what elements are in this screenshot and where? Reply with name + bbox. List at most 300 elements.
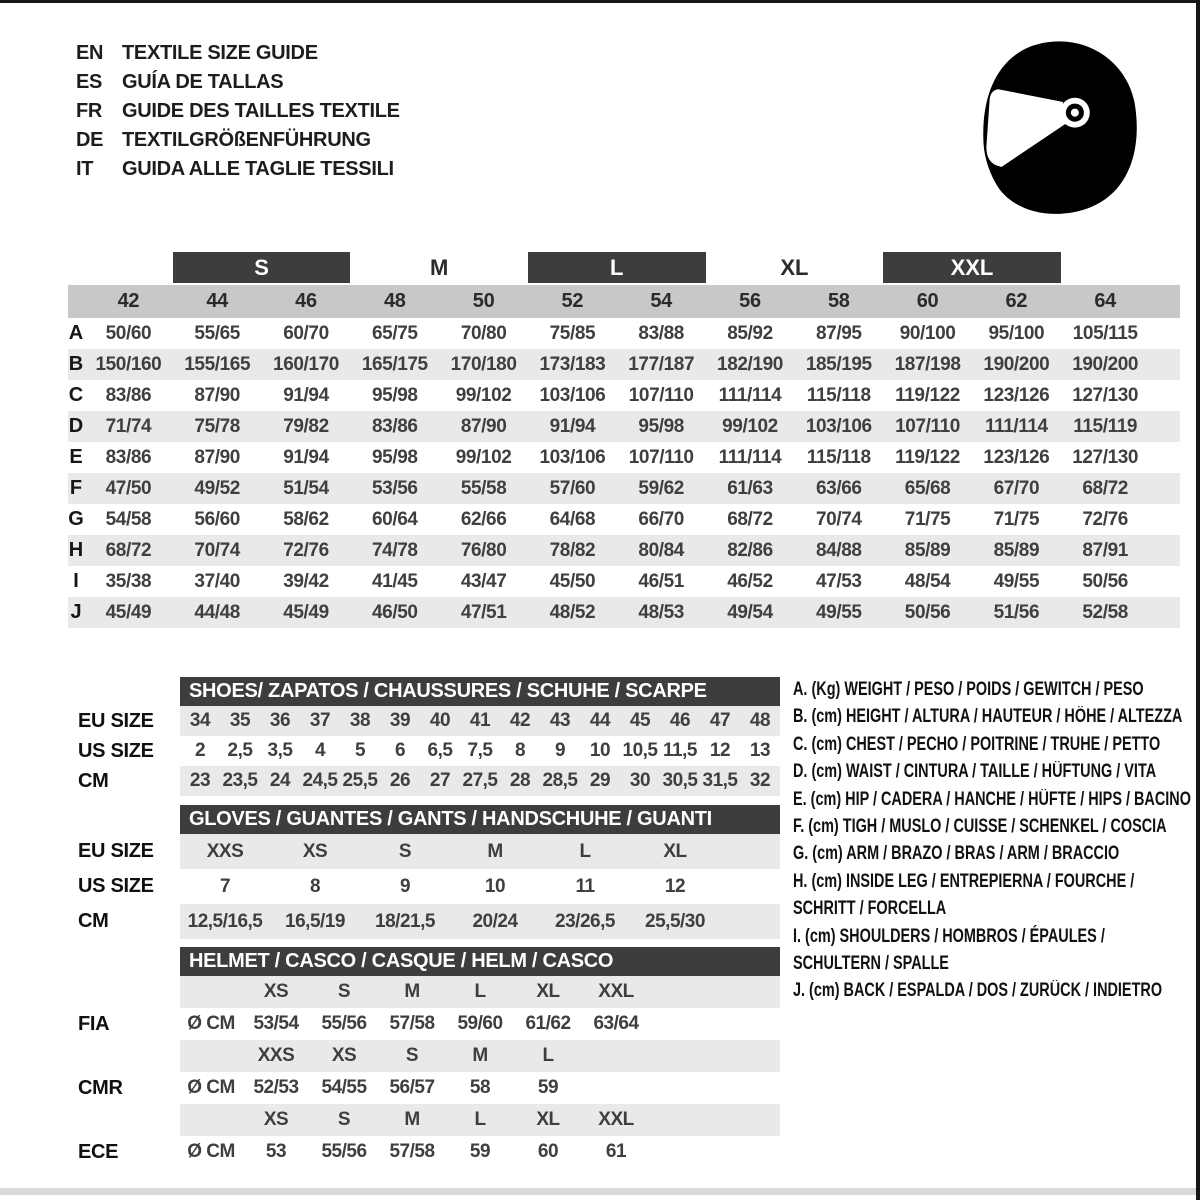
language-title: GUÍA DE TALLAS [122, 71, 284, 93]
size-value: 119/122 [895, 384, 960, 406]
size-value: 68/72 [1082, 477, 1128, 499]
size-number: 48 [383, 290, 406, 312]
legend-item-line: A. (Kg) WEIGHT / PESO / POIDS / GEWITCH / PESO [793, 679, 1144, 700]
size-value: 32 [749, 770, 771, 791]
row-label: CM [78, 910, 109, 932]
row-letter: A [68, 322, 84, 344]
size-value: 68/72 [105, 539, 152, 561]
size-value: 187/198 [894, 353, 961, 375]
size-value: 63/66 [816, 477, 862, 499]
helmet-values-grid [180, 1136, 780, 1168]
size-value: 59/60 [457, 1013, 503, 1034]
size-value: 28 [509, 770, 531, 791]
size-value: 6,5 [427, 740, 453, 761]
measure-row-grid [68, 473, 1180, 504]
size-value: 55/58 [460, 477, 507, 499]
size-value: 20/24 [472, 910, 518, 932]
legend-item-line: C. (cm) CHEST / PECHO / POITRINE / TRUHE / PETTO [793, 733, 1161, 755]
size-value: 38 [349, 710, 371, 731]
language-title: GUIDE DES TAILLES TEXTILE [122, 100, 400, 122]
size-value: 48/54 [904, 570, 951, 592]
size-value: 34 [189, 710, 211, 731]
size-value: 57/60 [549, 477, 596, 499]
size-value: 57/58 [389, 1141, 435, 1162]
helmet-size-label: S [337, 981, 351, 1002]
legend-item-line: I. (cm) SHOULDERS / HOMBROS / ÉPAULES / [793, 925, 1105, 947]
size-number: 54 [650, 290, 672, 312]
size-value: 70/74 [194, 539, 240, 561]
legend-item-line: E. (cm) HIP / CADERA / HANCHE / HÜFTE / HIPS / BACINO [793, 788, 1191, 810]
size-value: 41 [469, 710, 491, 731]
gloves-row-labels [78, 805, 178, 939]
size-value: 95/98 [372, 384, 418, 406]
standard-label: CMR [78, 1077, 123, 1099]
size-value: 58 [469, 1077, 491, 1098]
gloves-section-row-grid [180, 904, 780, 939]
shoes-section-row [180, 736, 780, 766]
size-value: 64/68 [549, 508, 596, 530]
size-value: 28,5 [542, 770, 578, 791]
helmet-sizes-grid [180, 976, 780, 1008]
size-value: 46/52 [727, 570, 773, 592]
helmet-size-label: XS [263, 1109, 289, 1130]
size-value: 90/100 [899, 322, 956, 344]
size-value: 111/114 [718, 384, 782, 406]
measure-row-e [68, 442, 1180, 473]
size-value: 127/130 [1072, 446, 1139, 468]
size-value: 165/175 [361, 353, 428, 375]
language-title: TEXTILE SIZE GUIDE [122, 42, 318, 64]
size-value: 123/126 [983, 446, 1050, 468]
size-value: M [487, 840, 503, 862]
size-value: 7 [219, 875, 231, 897]
size-value: 71/75 [904, 508, 951, 530]
measure-row-a [68, 318, 1180, 349]
measure-row-h [68, 535, 1180, 566]
size-value: 24,5 [302, 770, 338, 791]
size-value: 13 [749, 740, 771, 761]
size-value: 31,5 [702, 770, 738, 791]
gloves-section-row [180, 904, 780, 939]
size-value: 67/70 [993, 477, 1040, 499]
size-value: 10,5 [622, 740, 658, 761]
size-value: 60/70 [283, 322, 329, 344]
size-value: 27,5 [462, 770, 498, 791]
size-value: 51/54 [283, 477, 329, 499]
size-value: 11,5 [663, 740, 697, 761]
size-value: 83/88 [638, 322, 684, 344]
size-value: 25,5 [342, 770, 378, 791]
size-value: 35 [229, 710, 251, 731]
size-value: 26 [389, 770, 411, 791]
size-value: 24 [269, 770, 291, 791]
measure-row-grid [68, 535, 1180, 566]
spacer-cell [68, 285, 84, 318]
right-border-line [1196, 0, 1200, 1200]
size-value: 60 [537, 1141, 559, 1162]
language-code: EN [76, 42, 104, 64]
size-value: 111/114 [984, 415, 1048, 437]
size-value: 150/160 [95, 353, 162, 375]
size-value: 70/74 [816, 508, 862, 530]
size-value: 115/118 [806, 446, 871, 468]
size-value: 41/45 [372, 570, 418, 592]
size-value: 39 [389, 710, 411, 731]
gloves-section-row [180, 834, 780, 869]
size-value: 62/66 [460, 508, 507, 530]
size-value: 103/106 [539, 384, 606, 406]
size-group-l: L [528, 252, 706, 283]
size-value: 8 [309, 875, 321, 897]
measure-row-g [68, 504, 1180, 535]
size-value: 9 [554, 740, 566, 761]
size-value: 182/190 [717, 353, 783, 375]
size-value: 99/102 [455, 446, 512, 468]
size-value: 45 [629, 710, 651, 731]
textile-size-table [68, 252, 1180, 628]
size-value: 75/85 [549, 322, 596, 344]
size-value: 55/65 [194, 322, 240, 344]
size-value: 52/53 [253, 1077, 299, 1098]
helmet-row-labels [78, 947, 178, 1168]
shoes-section [68, 677, 780, 796]
language-code: FR [76, 100, 103, 122]
size-value: 47/50 [105, 477, 152, 499]
size-value: 2,5 [227, 740, 253, 761]
size-number: 64 [1094, 290, 1116, 312]
size-value: 87/90 [194, 446, 240, 468]
row-letter: D [68, 415, 84, 437]
size-number-row [68, 285, 1180, 318]
spacer-cell [180, 976, 242, 1008]
size-value: 52/58 [1082, 601, 1128, 623]
size-value: 4 [314, 740, 326, 761]
size-value: 72/76 [1082, 508, 1128, 530]
size-value: 54/55 [321, 1077, 367, 1098]
helmet-section-header: HELMET / CASCO / CASQUE / HELM / CASCO [180, 947, 780, 976]
language-code: DE [76, 129, 104, 151]
spacer-cell [180, 1104, 242, 1136]
size-value: 190/200 [1072, 353, 1139, 375]
gloves-section-row [180, 869, 780, 904]
legend-item-line: B. (cm) HEIGHT / ALTURA / HAUTEUR / HÖHE / ALTEZZA [793, 706, 1183, 728]
shoes-section-row-grid [180, 766, 780, 796]
helmet-size-label: XS [331, 1045, 357, 1066]
helmet-size-label: XL [536, 981, 560, 1002]
row-label: CM [78, 770, 109, 792]
size-value: 48/53 [638, 601, 684, 623]
size-value: 55/56 [321, 1013, 367, 1034]
helmet-size-label: S [405, 1045, 419, 1066]
measure-row-grid [68, 442, 1180, 473]
diameter-unit: Ø CM [187, 1013, 235, 1034]
measure-row-grid [68, 380, 1180, 411]
helmet-size-label: XS [263, 981, 289, 1002]
language-code: IT [76, 158, 94, 180]
size-value: 9 [399, 875, 411, 897]
measure-row-i [68, 566, 1180, 597]
measure-row-grid [68, 597, 1180, 628]
size-value: 48/52 [549, 601, 596, 623]
size-number: 52 [561, 290, 584, 312]
size-value: 76/80 [460, 539, 507, 561]
size-value: 115/119 [1073, 415, 1138, 437]
size-value: XS [302, 840, 328, 862]
helmet-sizes-row-cmr [180, 1040, 780, 1072]
size-value: 107/110 [895, 415, 960, 437]
row-letter: B [68, 353, 84, 375]
size-value: 23 [189, 770, 211, 791]
language-code: ES [76, 71, 103, 93]
size-value: 45/49 [105, 601, 152, 623]
size-value: 50/60 [105, 322, 152, 344]
size-value: 160/170 [273, 353, 339, 375]
helmet-size-label: M [404, 981, 420, 1002]
legend-item-line: H. (cm) INSIDE LEG / ENTREPIERNA / FOURCHE / [793, 870, 1135, 892]
size-value: 61 [605, 1141, 627, 1162]
size-value: 25,5/30 [645, 910, 705, 932]
standard-label: FIA [78, 1013, 110, 1035]
helmet-size-label: S [337, 1109, 351, 1130]
size-value: 65/75 [372, 322, 418, 344]
helmet-size-label: XXL [598, 1109, 634, 1130]
legend-item-line: SCHRITT / FORCELLA [793, 898, 947, 920]
helmet-size-label: XL [536, 1109, 560, 1130]
size-value: 185/195 [805, 353, 872, 375]
shoes-section-row [180, 766, 780, 796]
size-number: 60 [916, 290, 939, 312]
gloves-section-header: GLOVES / GUANTES / GANTS / HANDSCHUHE / GUANTI [180, 805, 780, 834]
size-value: 8 [514, 740, 526, 761]
size-value: 46/50 [372, 601, 418, 623]
diameter-unit: Ø CM [187, 1141, 235, 1162]
size-value: 85/89 [904, 539, 951, 561]
size-value: 51/56 [993, 601, 1040, 623]
top-border-line [0, 0, 1200, 3]
size-value: 16,5/19 [285, 910, 345, 932]
measure-row-grid [68, 504, 1180, 535]
size-value: 63/64 [593, 1013, 639, 1034]
size-value: 23,5 [222, 770, 258, 791]
size-value: 127/130 [1072, 384, 1139, 406]
size-value: 53/54 [253, 1013, 299, 1034]
measure-row-grid [68, 566, 1180, 597]
size-value: 12,5/16,5 [187, 910, 263, 932]
measure-row-grid [68, 411, 1180, 442]
size-value: 87/90 [194, 384, 240, 406]
size-value: 46 [669, 710, 691, 731]
size-value: 18/21,5 [375, 910, 435, 932]
measure-row-grid [68, 318, 1180, 349]
size-value: 80/84 [638, 539, 684, 561]
row-letter: F [69, 477, 83, 499]
row-letter: C [68, 384, 84, 406]
size-number-grid [68, 285, 1180, 318]
size-value: 48 [749, 710, 771, 731]
size-value: 83/86 [105, 446, 152, 468]
row-letter: G [68, 508, 84, 530]
size-value: 85/92 [727, 322, 773, 344]
size-value: 58/62 [283, 508, 329, 530]
gloves-section [68, 805, 780, 939]
size-value: 12 [664, 875, 686, 897]
size-number: 46 [295, 290, 317, 312]
measure-row-f [68, 473, 1180, 504]
shoes-section-row-grid [180, 736, 780, 766]
size-group-row [68, 252, 1180, 283]
size-value: 37/40 [194, 570, 240, 592]
racing-helmet-icon [978, 36, 1143, 217]
legend-item-line: F. (cm) TIGH / MUSLO / CUISSE / SCHENKEL / COSCIA [793, 816, 1167, 838]
shoes-section-header: SHOES/ ZAPATOS / CHAUSSURES / SCHUHE / SCARPE [180, 677, 780, 706]
size-value: 155/165 [184, 353, 251, 375]
size-value: 83/86 [105, 384, 152, 406]
helmet-size-label: M [472, 1045, 488, 1066]
helmet-sizes-row-ece [180, 1104, 780, 1136]
helmet-size-label: L [474, 1109, 486, 1130]
measure-row-j [68, 597, 1180, 628]
size-value: 99/102 [455, 384, 512, 406]
size-value: 27 [429, 770, 451, 791]
size-value: 95/100 [988, 322, 1045, 344]
size-value: 119/122 [895, 446, 960, 468]
size-number: 58 [827, 290, 850, 312]
size-value: 68/72 [727, 508, 773, 530]
size-value: 50/56 [1082, 570, 1128, 592]
size-value: 74/78 [372, 539, 418, 561]
size-group-m: M [430, 254, 449, 280]
helmet-sizes-row-fia [180, 976, 780, 1008]
shoes-section-row [180, 706, 780, 736]
size-value: 39/42 [283, 570, 329, 592]
size-value: 2 [194, 740, 206, 761]
size-group-grid [68, 252, 1180, 283]
row-label: US SIZE [78, 740, 154, 762]
helmet-sizes-grid [180, 1104, 780, 1136]
size-number: 44 [206, 290, 229, 312]
size-value: 35/38 [105, 570, 152, 592]
size-number: 56 [739, 290, 761, 312]
size-value: 190/200 [983, 353, 1050, 375]
helmet-sizes-grid [180, 1040, 780, 1072]
size-value: 78/82 [549, 539, 596, 561]
size-value: 79/82 [283, 415, 329, 437]
helmet-size-label: XXS [257, 1045, 295, 1066]
legend-item-line: D. (cm) WAIST / CINTURA / TAILLE / HÜFTUNG / VITA [793, 761, 1157, 783]
size-value: 59 [469, 1141, 491, 1162]
size-value: 44 [589, 710, 611, 731]
size-value: L [579, 840, 591, 862]
size-value: 43/47 [460, 570, 507, 592]
helmet-values-row-ece [180, 1136, 780, 1168]
size-value: 71/74 [105, 415, 152, 437]
size-value: 55/56 [321, 1141, 367, 1162]
helmet-section [68, 947, 780, 1168]
size-value: 173/183 [539, 353, 606, 375]
size-value: 56/57 [389, 1077, 435, 1098]
size-value: 84/88 [816, 539, 862, 561]
legend-item-line: J. (cm) BACK / ESPALDA / DOS / ZURÜCK / INDIETRO [793, 980, 1163, 1002]
measure-row-c [68, 380, 1180, 411]
size-value: 91/94 [283, 446, 329, 468]
spacer-cell [180, 1040, 242, 1072]
measure-row-grid [68, 349, 1180, 380]
size-value: 85/89 [993, 539, 1040, 561]
standard-label: ECE [78, 1141, 119, 1163]
diameter-unit: Ø CM [187, 1077, 235, 1098]
size-value: 49/55 [816, 601, 862, 623]
size-value: 95/98 [638, 415, 684, 437]
size-value: 75/78 [194, 415, 240, 437]
size-number: 42 [117, 290, 140, 312]
language-title-list [76, 42, 400, 180]
size-value: 103/106 [539, 446, 606, 468]
size-value: 71/75 [993, 508, 1040, 530]
size-value: 56/60 [194, 508, 240, 530]
size-value: 12 [709, 740, 731, 761]
size-value: 87/95 [816, 322, 862, 344]
language-title: TEXTILGRÖßENFÜHRUNG [122, 129, 371, 151]
size-value: 54/58 [105, 508, 152, 530]
size-value: 30,5 [662, 770, 698, 791]
size-value: 87/90 [460, 415, 507, 437]
size-value: 47/53 [816, 570, 862, 592]
measurement-legend [793, 676, 1200, 1005]
size-value: 83/86 [372, 415, 418, 437]
size-value: 36 [269, 710, 291, 731]
size-value: 66/70 [638, 508, 684, 530]
size-value: XL [663, 840, 687, 862]
helmet-size-label: XXL [598, 981, 634, 1002]
size-value: 91/94 [283, 384, 329, 406]
size-value: 87/91 [1082, 539, 1128, 561]
size-value: 91/94 [549, 415, 596, 437]
row-letter: J [70, 601, 82, 623]
helmet-values-grid [180, 1008, 780, 1040]
size-value: 70/80 [460, 322, 507, 344]
shoes-section-row-grid [180, 706, 780, 736]
size-value: 95/98 [372, 446, 418, 468]
size-value: 53 [265, 1141, 287, 1162]
size-value: 99/102 [722, 415, 778, 437]
size-value [582, 1072, 650, 1104]
legend-item-line: G. (cm) ARM / BRAZO / BRAS / ARM / BRACCIO [793, 843, 1120, 865]
gloves-section-row-grid [180, 834, 780, 869]
size-value: 53/56 [372, 477, 418, 499]
helmet-values-row-fia [180, 1008, 780, 1040]
size-value: 50/56 [904, 601, 951, 623]
row-letter: I [73, 570, 79, 592]
size-value: 45/50 [549, 570, 596, 592]
size-value: 23/26,5 [555, 910, 615, 932]
size-value: 47/51 [460, 601, 507, 623]
size-group-xl: XL [780, 254, 809, 280]
size-group-s: S [173, 252, 351, 283]
row-label: US SIZE [78, 875, 154, 897]
row-letter: E [69, 446, 83, 468]
legend-item-line: SCHULTERN / SPALLE [793, 953, 949, 975]
size-value: 10 [484, 875, 506, 897]
size-value: 59/62 [638, 477, 684, 499]
size-value: XXS [206, 840, 244, 862]
size-value: 105/115 [1072, 322, 1138, 344]
gloves-section-row-grid [180, 869, 780, 904]
bottom-strip [0, 1188, 1196, 1195]
shoes-row-labels [78, 677, 178, 796]
size-value: 5 [354, 740, 366, 761]
size-value: 7,5 [467, 740, 493, 761]
size-value: 43 [549, 710, 571, 731]
